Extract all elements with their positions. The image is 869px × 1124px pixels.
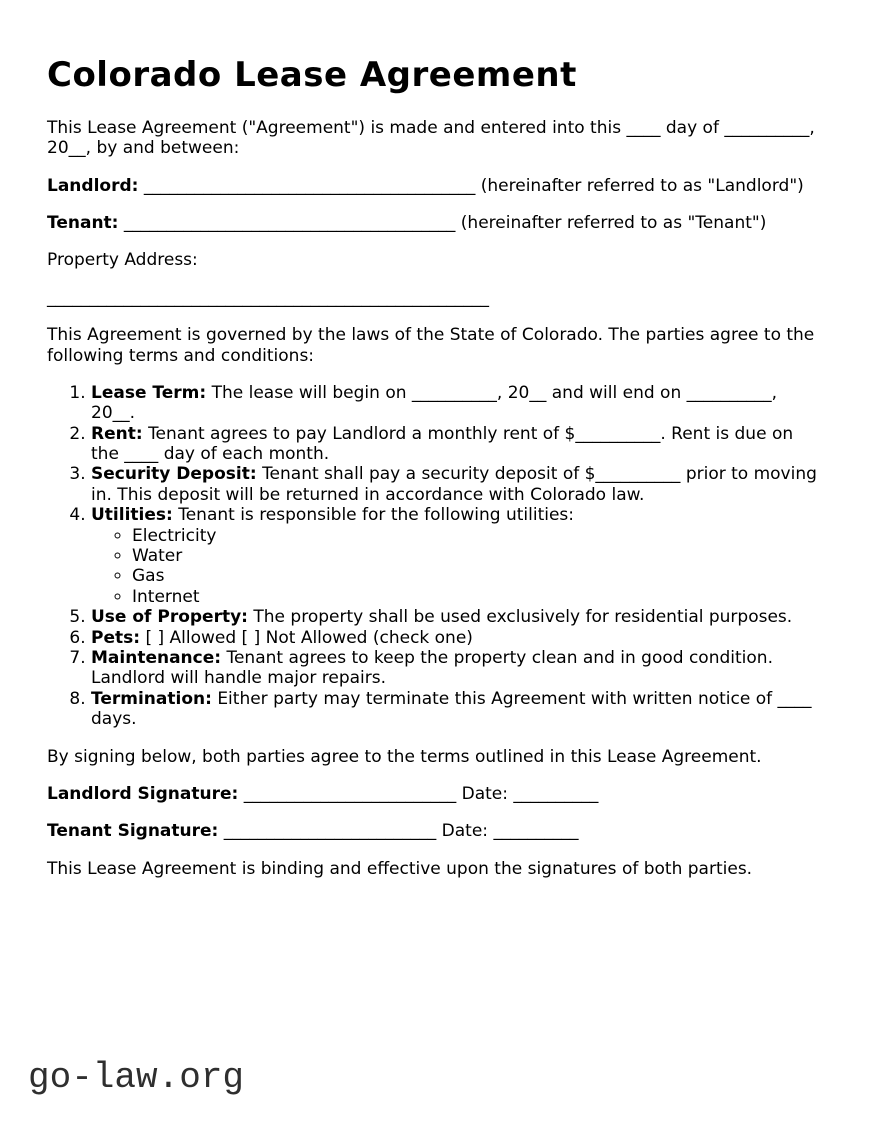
term-label: Termination:: [91, 688, 212, 709]
term-label: Rent:: [91, 423, 143, 444]
closing-paragraph: By signing below, both parties agree to the terms outlined in this Lease Agreement.: [47, 746, 762, 767]
landlord-label: Landlord:: [47, 175, 139, 196]
site-watermark: go-law.org: [28, 1057, 245, 1098]
tenant-signature-label: Tenant Signature:: [47, 821, 219, 842]
intro-paragraph: This Lease Agreement ("Agreement") is made and entered into this ____ day of __________, 20__, by and between:: [47, 117, 815, 159]
term-text: Tenant shall pay a security deposit of $__________ prior to moving in. This deposit will be returned in accordance with Colorado law.: [91, 464, 817, 505]
landlord-clause: (hereinafter referred to as "Landlord"): [480, 175, 804, 196]
governing-clause-paragraph: This Agreement is governed by the laws of the State of Colorado. The parties agree to the following terms and conditions:: [47, 325, 815, 366]
term-item-pets: [91, 628, 822, 648]
term-label: Use of Property:: [91, 607, 248, 628]
term-item-use-of-property: [91, 607, 822, 627]
property-address-blank-line: ____________________________________________________: [47, 287, 489, 308]
landlord-signature-blank: _________________________: [243, 783, 457, 804]
term-item-rent: [91, 424, 822, 465]
tenant-signature-blank: _________________________: [223, 821, 437, 842]
landlord-name-blank: _______________________________________: [143, 175, 476, 196]
utility-item-electricity: ◦ Electricity: [132, 526, 822, 546]
term-text: The property shall be used exclusively for residential purposes.: [253, 607, 793, 628]
term-label: Maintenance:: [91, 648, 222, 668]
landlord-date-blank: __________: [513, 783, 599, 804]
landlord-date-label: Date:: [461, 783, 508, 804]
tenant-name-blank: _______________________________________: [123, 212, 456, 233]
term-text: [ ] Allowed [ ] Not Allowed (check one): [145, 627, 473, 648]
tenant-date-label: Date:: [441, 821, 489, 842]
term-item-utilities: [91, 505, 822, 607]
term-text: Tenant agrees to pay Landlord a monthly rent of $__________. Rent is due on the ____ day of each month.: [91, 423, 794, 465]
utility-item-water: ◦ Water: [132, 546, 822, 566]
term-text: Tenant is responsible for the following utilities:: [178, 505, 574, 526]
landlord-line: [47, 176, 822, 196]
property-address-label: Property Address:: [47, 250, 198, 271]
utility-item-gas: ◦ Gas: [132, 566, 822, 586]
term-text: Either party may terminate this Agreement with written notice of ____ days.: [91, 688, 812, 730]
tenant-label: Tenant:: [47, 212, 119, 233]
term-label: Pets:: [91, 627, 141, 648]
term-item-lease-term: [91, 383, 822, 424]
term-text: The lease will begin on __________, 20__ and will end on __________, 20__.: [91, 382, 778, 424]
term-item-security-deposit: [91, 464, 822, 505]
landlord-signature-line: [47, 784, 822, 804]
landlord-signature-label: Landlord Signature:: [47, 783, 239, 804]
term-text: Tenant agrees to keep the property clean and in good condition. Landlord will handle major repairs.: [91, 648, 773, 689]
document-title: Colorado Lease Agreement: [47, 55, 577, 95]
utility-item-internet: ◦ Internet: [132, 587, 822, 607]
tenant-clause: (hereinafter referred to as "Tenant"): [460, 212, 767, 233]
term-label: Lease Term:: [91, 382, 207, 403]
terms-list: [47, 383, 822, 730]
utilities-list: [91, 526, 822, 608]
binding-clause-paragraph: This Lease Agreement is binding and effective upon the signatures of both parties.: [47, 858, 753, 879]
term-item-termination: [91, 689, 822, 730]
tenant-date-blank: __________: [493, 821, 579, 842]
term-item-maintenance: [91, 648, 822, 689]
tenant-line: [47, 213, 822, 233]
tenant-signature-line: [47, 821, 822, 841]
term-label: Security Deposit:: [91, 464, 257, 485]
term-label: Utilities:: [91, 505, 173, 526]
